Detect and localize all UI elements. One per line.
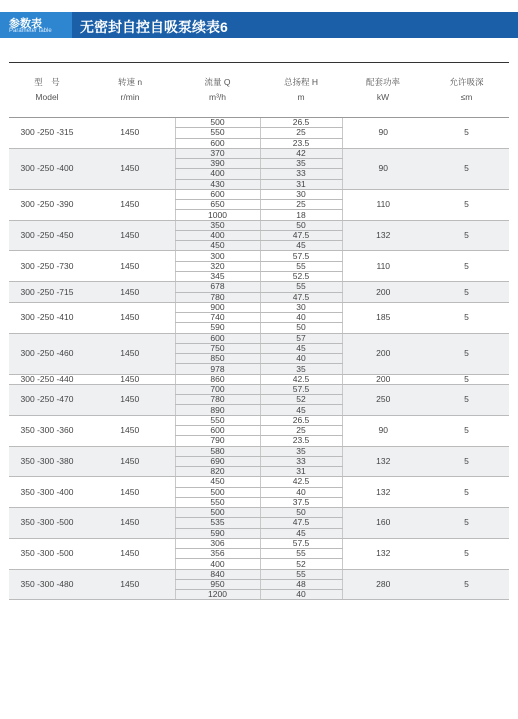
flow-cell: 590 xyxy=(175,528,260,538)
head-cell: 57 xyxy=(260,333,342,343)
suction-cell: 5 xyxy=(424,415,509,446)
header-en: Model xyxy=(35,92,59,102)
head-cell: 37.5 xyxy=(260,497,342,507)
head-cell: 45 xyxy=(260,343,342,353)
head-cell: 31 xyxy=(260,467,342,477)
head-cell: 55 xyxy=(260,569,342,579)
table-row xyxy=(9,282,509,292)
speed-cell: 1450 xyxy=(85,333,175,374)
flow-cell: 750 xyxy=(175,343,260,353)
flow-cell: 400 xyxy=(175,169,260,179)
table-row xyxy=(9,446,509,456)
section-header xyxy=(0,12,518,38)
flow-cell: 650 xyxy=(175,200,260,210)
flow-cell: 500 xyxy=(175,487,260,497)
suction-cell: 5 xyxy=(424,508,509,539)
head-cell: 40 xyxy=(260,313,342,323)
model-cell: 350 -300 -500 xyxy=(9,538,85,569)
head-cell: 18 xyxy=(260,210,342,220)
head-cell: 52 xyxy=(260,559,342,569)
suction-cell: 5 xyxy=(424,302,509,333)
column-header-flow xyxy=(175,63,260,118)
model-cell: 300 -250 -730 xyxy=(9,251,85,282)
flow-cell: 450 xyxy=(175,477,260,487)
model-cell: 300 -250 -390 xyxy=(9,189,85,220)
model-cell: 300 -250 -440 xyxy=(9,374,85,384)
model-cell: 300 -250 -400 xyxy=(9,148,85,189)
head-cell: 26.5 xyxy=(260,415,342,425)
flow-cell: 400 xyxy=(175,230,260,240)
model-cell: 350 -300 -360 xyxy=(9,415,85,446)
suction-cell: 5 xyxy=(424,148,509,189)
flow-cell: 550 xyxy=(175,497,260,507)
flow-cell: 740 xyxy=(175,313,260,323)
flow-cell: 600 xyxy=(175,425,260,435)
flow-cell: 450 xyxy=(175,241,260,251)
flow-cell: 1000 xyxy=(175,210,260,220)
power-cell: 110 xyxy=(342,189,424,220)
flow-cell: 600 xyxy=(175,189,260,199)
power-cell: 250 xyxy=(342,384,424,415)
column-header-suction xyxy=(424,63,509,118)
table-row xyxy=(9,538,509,548)
suction-cell: 5 xyxy=(424,538,509,569)
power-cell: 132 xyxy=(342,477,424,508)
flow-cell: 300 xyxy=(175,251,260,261)
suction-cell: 5 xyxy=(424,220,509,251)
flow-cell: 790 xyxy=(175,436,260,446)
head-cell: 23.5 xyxy=(260,436,342,446)
power-cell: 90 xyxy=(342,415,424,446)
flow-cell: 500 xyxy=(175,508,260,518)
suction-cell: 5 xyxy=(424,251,509,282)
head-cell: 33 xyxy=(260,456,342,466)
power-cell: 200 xyxy=(342,333,424,374)
flow-cell: 590 xyxy=(175,323,260,333)
speed-cell: 1450 xyxy=(85,251,175,282)
speed-cell: 1450 xyxy=(85,302,175,333)
header-cn: 转速 n xyxy=(117,77,143,87)
head-cell: 42 xyxy=(260,148,342,158)
speed-cell: 1450 xyxy=(85,374,175,384)
table-row xyxy=(9,302,509,312)
head-cell: 45 xyxy=(260,241,342,251)
speed-cell: 1450 xyxy=(85,508,175,539)
flow-cell: 580 xyxy=(175,446,260,456)
table-row xyxy=(9,220,509,230)
flow-cell: 780 xyxy=(175,395,260,405)
model-cell: 300 -250 -460 xyxy=(9,333,85,374)
power-cell: 132 xyxy=(342,220,424,251)
head-cell: 35 xyxy=(260,446,342,456)
head-cell: 42.5 xyxy=(260,374,342,384)
head-cell: 31 xyxy=(260,179,342,189)
header-cn: 型 号 xyxy=(34,77,60,87)
speed-cell: 1450 xyxy=(85,282,175,303)
header-cn: 总扬程 H xyxy=(283,77,318,87)
speed-cell: 1450 xyxy=(85,446,175,477)
suction-cell: 5 xyxy=(424,374,509,384)
flow-cell: 840 xyxy=(175,569,260,579)
power-cell: 90 xyxy=(342,118,424,149)
header-cn: 允许吸深 xyxy=(449,77,484,87)
power-cell: 132 xyxy=(342,446,424,477)
power-cell: 110 xyxy=(342,251,424,282)
flow-cell: 820 xyxy=(175,467,260,477)
head-cell: 55 xyxy=(260,261,342,271)
table-row xyxy=(9,374,509,384)
head-cell: 25 xyxy=(260,128,342,138)
table-row xyxy=(9,251,509,261)
flow-cell: 978 xyxy=(175,364,260,374)
model-cell: 350 -300 -500 xyxy=(9,508,85,539)
model-cell: 300 -250 -315 xyxy=(9,118,85,149)
flow-cell: 890 xyxy=(175,405,260,415)
header-en: m³/h xyxy=(209,92,226,102)
flow-cell: 600 xyxy=(175,138,260,148)
suction-cell: 5 xyxy=(424,333,509,374)
flow-cell: 1200 xyxy=(175,590,260,600)
flow-cell: 678 xyxy=(175,282,260,292)
head-cell: 50 xyxy=(260,323,342,333)
column-header-head xyxy=(260,63,342,118)
head-cell: 50 xyxy=(260,508,342,518)
power-cell: 200 xyxy=(342,282,424,303)
model-cell: 350 -300 -480 xyxy=(9,569,85,600)
head-cell: 35 xyxy=(260,364,342,374)
power-cell: 185 xyxy=(342,302,424,333)
flow-cell: 320 xyxy=(175,261,260,271)
head-cell: 40 xyxy=(260,354,342,364)
head-cell: 26.5 xyxy=(260,118,342,128)
flow-cell: 430 xyxy=(175,179,260,189)
flow-cell: 400 xyxy=(175,559,260,569)
head-cell: 30 xyxy=(260,302,342,312)
head-cell: 55 xyxy=(260,549,342,559)
head-cell: 47.5 xyxy=(260,230,342,240)
head-cell: 30 xyxy=(260,189,342,199)
head-cell: 23.5 xyxy=(260,138,342,148)
power-cell: 90 xyxy=(342,148,424,189)
flow-cell: 370 xyxy=(175,148,260,158)
flow-cell: 500 xyxy=(175,118,260,128)
flow-cell: 950 xyxy=(175,579,260,589)
head-cell: 40 xyxy=(260,487,342,497)
head-cell: 52.5 xyxy=(260,271,342,281)
model-cell: 350 -300 -380 xyxy=(9,446,85,477)
flow-cell: 306 xyxy=(175,538,260,548)
head-cell: 45 xyxy=(260,528,342,538)
table-header-row xyxy=(9,63,509,118)
head-cell: 47.5 xyxy=(260,518,342,528)
header-cn: 流量 Q xyxy=(204,77,231,87)
table-row xyxy=(9,333,509,343)
flow-cell: 345 xyxy=(175,271,260,281)
table-row xyxy=(9,508,509,518)
flow-cell: 390 xyxy=(175,159,260,169)
table-row xyxy=(9,477,509,487)
speed-cell: 1450 xyxy=(85,189,175,220)
parameter-table xyxy=(9,62,509,600)
speed-cell: 1450 xyxy=(85,538,175,569)
power-cell: 132 xyxy=(342,538,424,569)
badge-subtitle: Parameter table xyxy=(9,28,52,34)
flow-cell: 900 xyxy=(175,302,260,312)
head-cell: 33 xyxy=(260,169,342,179)
model-cell: 300 -250 -410 xyxy=(9,302,85,333)
head-cell: 25 xyxy=(260,200,342,210)
model-cell: 350 -300 -400 xyxy=(9,477,85,508)
speed-cell: 1450 xyxy=(85,569,175,600)
parameter-badge xyxy=(0,12,72,38)
model-cell: 300 -250 -450 xyxy=(9,220,85,251)
head-cell: 40 xyxy=(260,590,342,600)
parameter-table-container xyxy=(9,62,509,600)
suction-cell: 5 xyxy=(424,384,509,415)
table-row xyxy=(9,384,509,394)
head-cell: 57.5 xyxy=(260,538,342,548)
head-cell: 35 xyxy=(260,159,342,169)
suction-cell: 5 xyxy=(424,189,509,220)
flow-cell: 700 xyxy=(175,384,260,394)
head-cell: 50 xyxy=(260,220,342,230)
head-cell: 47.5 xyxy=(260,292,342,302)
head-cell: 45 xyxy=(260,405,342,415)
table-row xyxy=(9,415,509,425)
flow-cell: 550 xyxy=(175,128,260,138)
head-cell: 55 xyxy=(260,282,342,292)
header-en: m xyxy=(297,92,305,102)
flow-cell: 356 xyxy=(175,549,260,559)
flow-cell: 860 xyxy=(175,374,260,384)
header-cn: 配套功率 xyxy=(365,77,400,87)
table-body xyxy=(9,118,509,600)
header-en: ≤m xyxy=(460,92,473,102)
speed-cell: 1450 xyxy=(85,220,175,251)
suction-cell: 5 xyxy=(424,118,509,149)
header-en: kW xyxy=(376,92,390,102)
speed-cell: 1450 xyxy=(85,148,175,189)
power-cell: 200 xyxy=(342,374,424,384)
badge-title: 参数表 xyxy=(9,18,42,30)
model-cell: 300 -250 -470 xyxy=(9,384,85,415)
flow-cell: 850 xyxy=(175,354,260,364)
suction-cell: 5 xyxy=(424,446,509,477)
column-header-power xyxy=(342,63,424,118)
page-title: 无密封自控自吸泵续表6 xyxy=(80,19,228,35)
flow-cell: 350 xyxy=(175,220,260,230)
header-en: r/min xyxy=(120,92,140,102)
flow-cell: 550 xyxy=(175,415,260,425)
table-row xyxy=(9,148,509,158)
suction-cell: 5 xyxy=(424,477,509,508)
table-row xyxy=(9,569,509,579)
speed-cell: 1450 xyxy=(85,118,175,149)
table-row xyxy=(9,118,509,128)
flow-cell: 535 xyxy=(175,518,260,528)
column-header-model xyxy=(9,63,85,118)
head-cell: 52 xyxy=(260,395,342,405)
column-header-speed xyxy=(85,63,175,118)
table-row xyxy=(9,189,509,199)
head-cell: 25 xyxy=(260,425,342,435)
speed-cell: 1450 xyxy=(85,415,175,446)
speed-cell: 1450 xyxy=(85,477,175,508)
power-cell: 280 xyxy=(342,569,424,600)
power-cell: 160 xyxy=(342,508,424,539)
speed-cell: 1450 xyxy=(85,384,175,415)
head-cell: 48 xyxy=(260,579,342,589)
head-cell: 57.5 xyxy=(260,384,342,394)
flow-cell: 600 xyxy=(175,333,260,343)
suction-cell: 5 xyxy=(424,282,509,303)
flow-cell: 780 xyxy=(175,292,260,302)
flow-cell: 690 xyxy=(175,456,260,466)
suction-cell: 5 xyxy=(424,569,509,600)
head-cell: 57.5 xyxy=(260,251,342,261)
model-cell: 300 -250 -715 xyxy=(9,282,85,303)
head-cell: 42.5 xyxy=(260,477,342,487)
